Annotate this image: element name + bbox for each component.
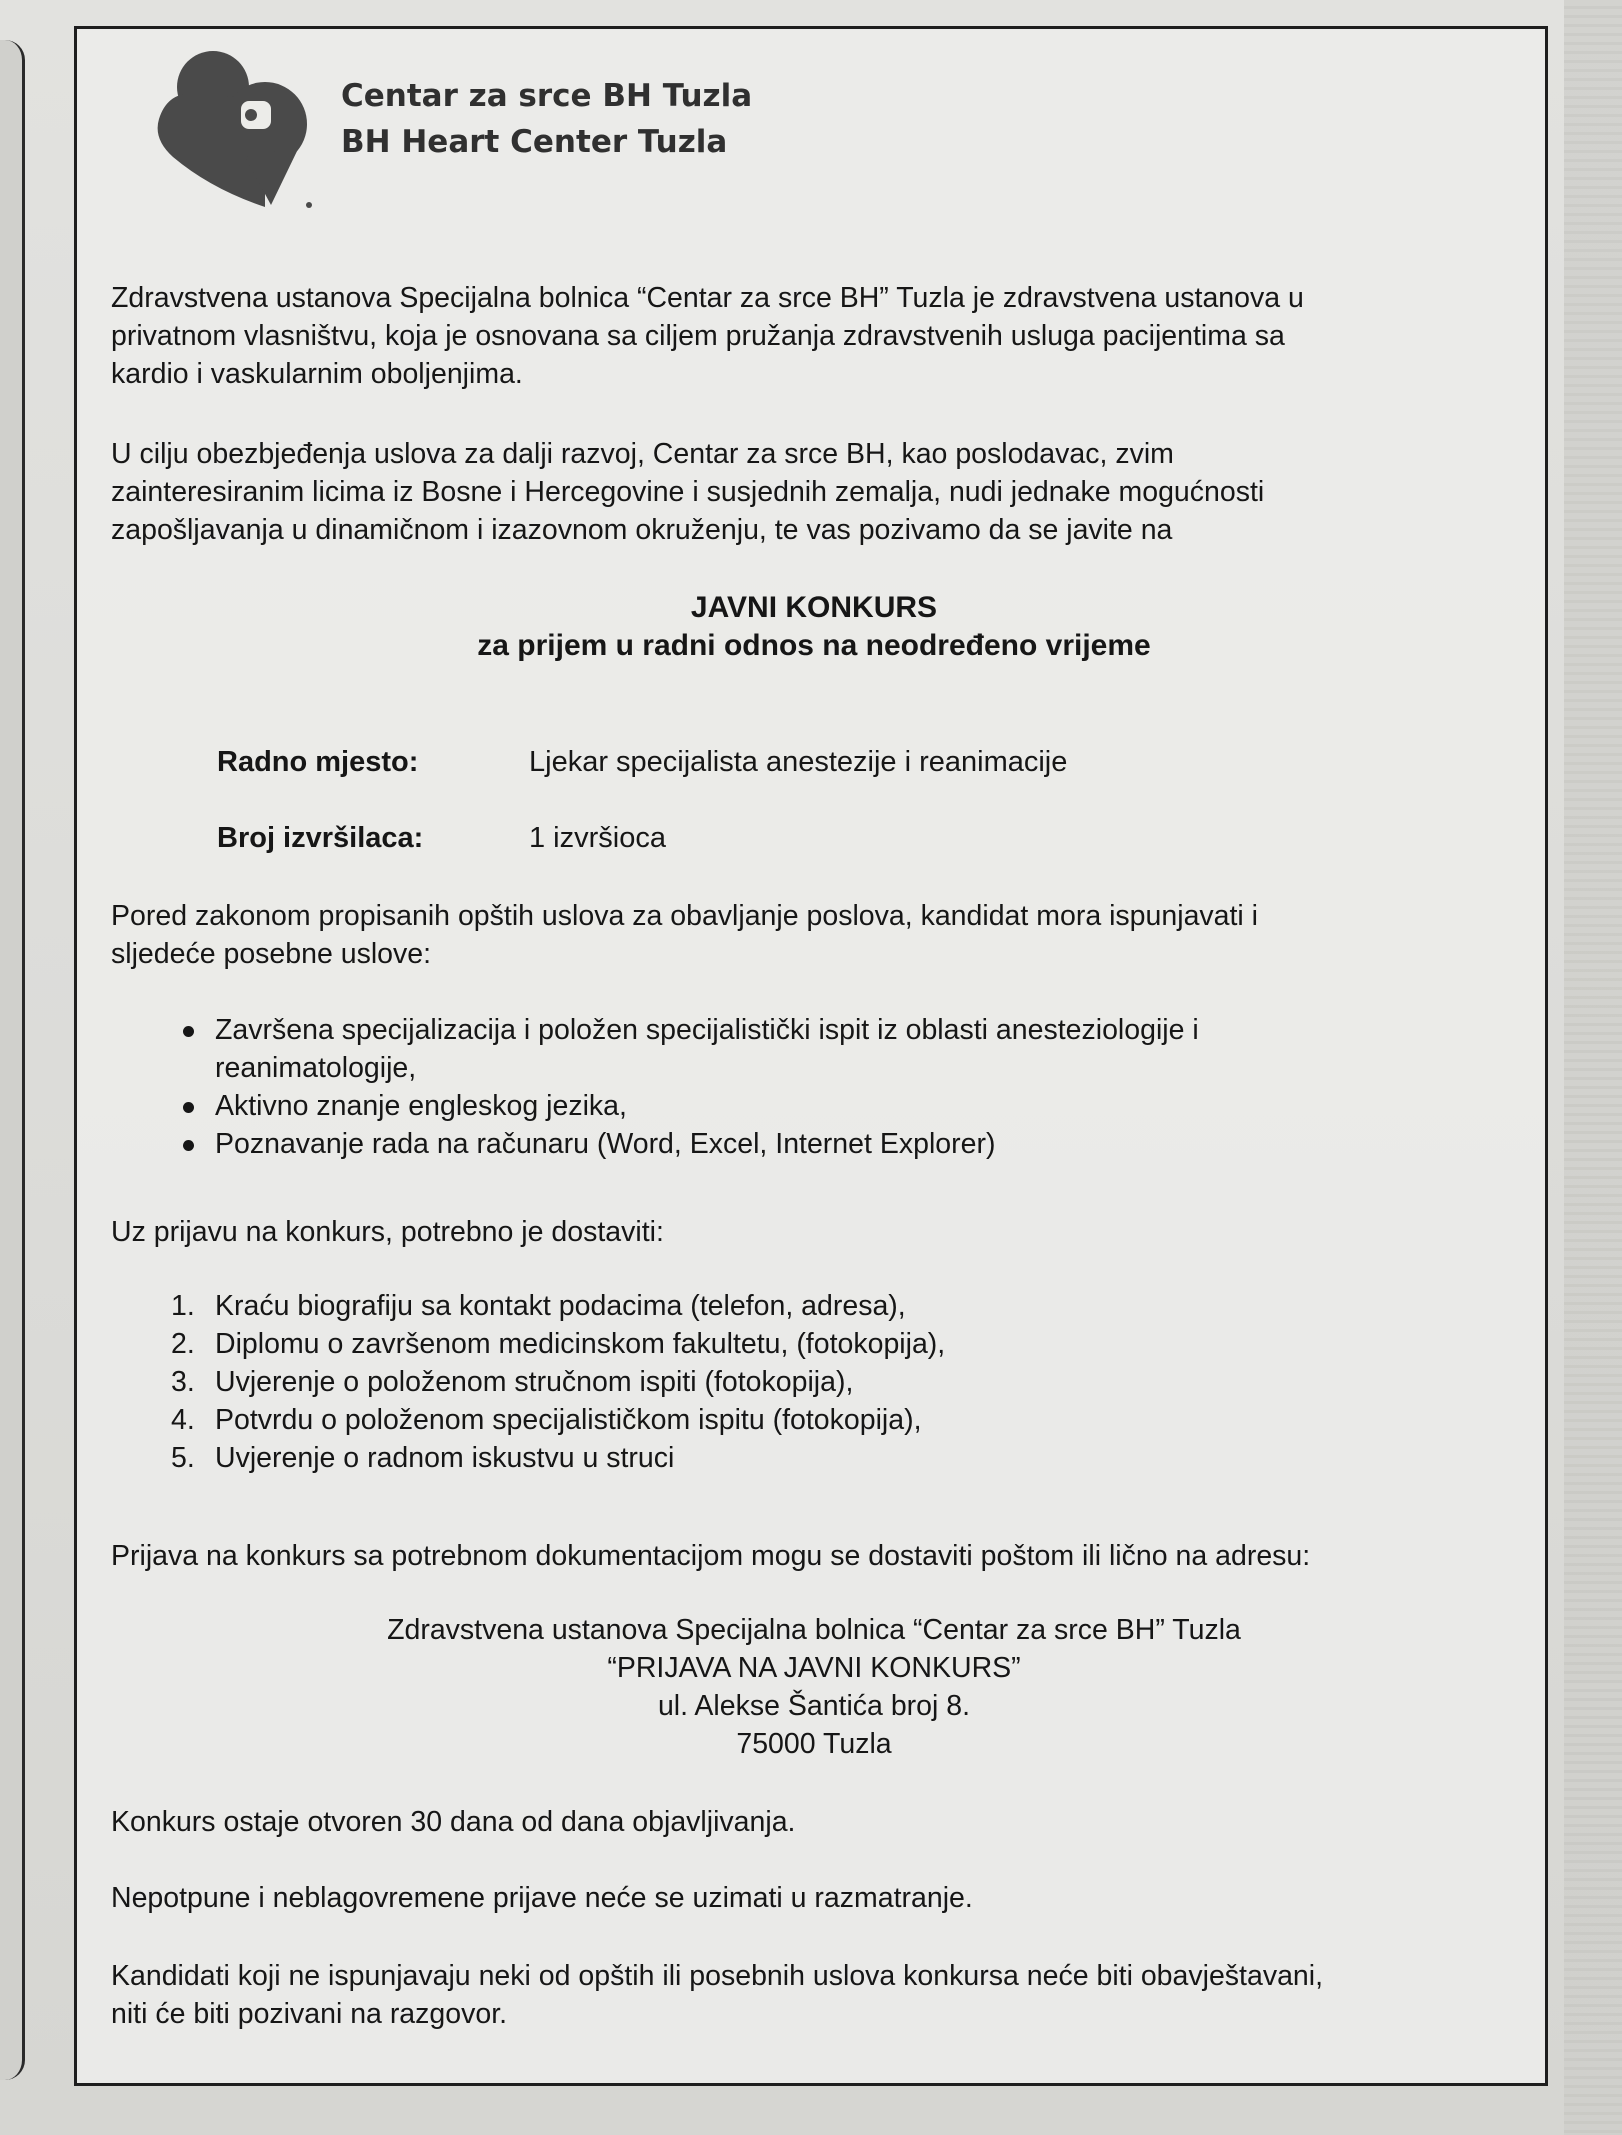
list-item — [127, 1325, 945, 1363]
list-text: Uvjerenje o radnom iskustvu u struci — [215, 1442, 675, 1474]
text-line: sljedeće posebne uslove: — [111, 938, 432, 970]
text-line: niti će biti pozivani na razgovor. — [111, 1998, 508, 2030]
list-item — [127, 1439, 945, 1477]
count-value: 1 izvršioca — [529, 822, 666, 854]
conditions-intro — [111, 897, 1531, 973]
list-item — [127, 1287, 945, 1325]
organization-name-bs: Centar za srce BH Tuzla — [341, 78, 753, 114]
list-text: Kraću biografiju sa kontakt podacima (telefon, adresa), — [215, 1290, 906, 1322]
text-line: Kandidati koji ne ispunjavaju neki od opštih ili posebnih uslova konkursa neće biti obavještavani, — [111, 1960, 1324, 1992]
list-number: 1. — [171, 1290, 195, 1322]
title-line-2: za prijem u radni odnos na neodređeno vrijeme — [477, 629, 1151, 662]
documents-list — [127, 1287, 945, 1477]
closing-notice — [111, 1957, 1531, 2033]
title-line-1: JAVNI KONKURS — [690, 591, 938, 624]
text-line: Poznavanje rada na računaru (Word, Excel, Internet Explorer) — [215, 1128, 996, 1160]
list-text: Potvrdu o položenom specijalističkom ispitu (fotokopija), — [215, 1404, 922, 1436]
adjacent-page-edge — [1564, 0, 1622, 2135]
job-advertisement — [74, 26, 1548, 2086]
heart-logo-icon — [115, 29, 345, 229]
text-line: Zdravstvena ustanova Specijalna bolnica “Centar za srce BH” Tuzla je zdravstvena ustanova u — [111, 282, 1304, 314]
count-label: Broj izvršilaca: — [217, 822, 424, 854]
intro-paragraph-1 — [111, 279, 1531, 393]
bullet-icon — [183, 1140, 194, 1151]
text-line: Pored zakonom propisanih opštih uslova za obavljanje poslova, kandidat mora ispunjavati i — [111, 900, 1259, 932]
address-line: “PRIJAVA NA JAVNI KONKURS” — [607, 1652, 1021, 1684]
incomplete-note: Nepotpune i neblagovremene prijave neće se uzimati u razmatranje. — [111, 1882, 973, 1914]
documents-intro: Uz prijavu na konkurs, potrebno je dostaviti: — [111, 1216, 664, 1248]
address-line: 75000 Tuzla — [736, 1728, 892, 1760]
text-line: Završena specijalizacija i položen specijalistički ispit iz oblasti anesteziologije i — [215, 1014, 1199, 1046]
address-line: Zdravstvena ustanova Specijalna bolnica “Centar za srce BH” Tuzla — [387, 1614, 1241, 1646]
organization-name-en: BH Heart Center Tuzla — [341, 124, 728, 160]
open-period-note: Konkurs ostaje otvoren 30 dana od dana objavljivanja. — [111, 1806, 796, 1838]
list-number: 5. — [171, 1442, 195, 1474]
list-item — [147, 1125, 1199, 1163]
announcement-title — [77, 589, 1551, 665]
intro-paragraph-2 — [111, 435, 1531, 549]
text-line: U cilju obezbjeđenja uslova za dalji razvoj, Centar za srce BH, kao poslodavac, zvim — [111, 438, 1174, 470]
text-line: zainteresiranim licima iz Bosne i Hercegovine i susjednih zemalja, nudi jednake mogućnosti — [111, 476, 1265, 508]
list-item — [147, 1087, 1199, 1125]
list-item — [147, 1011, 1199, 1087]
address-line: ul. Alekse Šantića broj 8. — [657, 1690, 971, 1722]
list-text: Uvjerenje o položenom stručnom ispiti (fotokopija), — [215, 1366, 854, 1398]
submission-address — [77, 1611, 1551, 1763]
position-label: Radno mjesto: — [217, 746, 419, 778]
list-item — [127, 1401, 945, 1439]
list-item — [127, 1363, 945, 1401]
text-line: reanimatologije, — [215, 1052, 417, 1084]
list-number: 2. — [171, 1328, 195, 1360]
text-line: Aktivno znanje engleskog jezika, — [215, 1090, 627, 1122]
text-line: privatnom vlasništvu, koja je osnovana sa ciljem pružanja zdravstvenih usluga pacijentima sa — [111, 320, 1285, 352]
bullet-icon — [183, 1026, 194, 1037]
list-text: Diplomu o završenom medicinskom fakultetu, (fotokopija), — [215, 1328, 946, 1360]
bullet-icon — [183, 1102, 194, 1113]
submission-intro: Prijava na konkurs sa potrebnom dokumentacijom mogu se dostaviti poštom ili lično na adresu: — [111, 1540, 1311, 1572]
position-value: Ljekar specijalista anestezije i reanimacije — [529, 746, 1068, 778]
conditions-list — [147, 1011, 1199, 1163]
list-number: 4. — [171, 1404, 195, 1436]
text-line: zapošljavanja u dinamičnom i izazovnom okruženju, te vas pozivamo da se javite na — [111, 514, 1173, 546]
organization-name — [341, 73, 752, 165]
list-number: 3. — [171, 1366, 195, 1398]
adjacent-column-edge — [0, 40, 25, 2080]
text-line: kardio i vaskularnim oboljenjima. — [111, 358, 523, 390]
